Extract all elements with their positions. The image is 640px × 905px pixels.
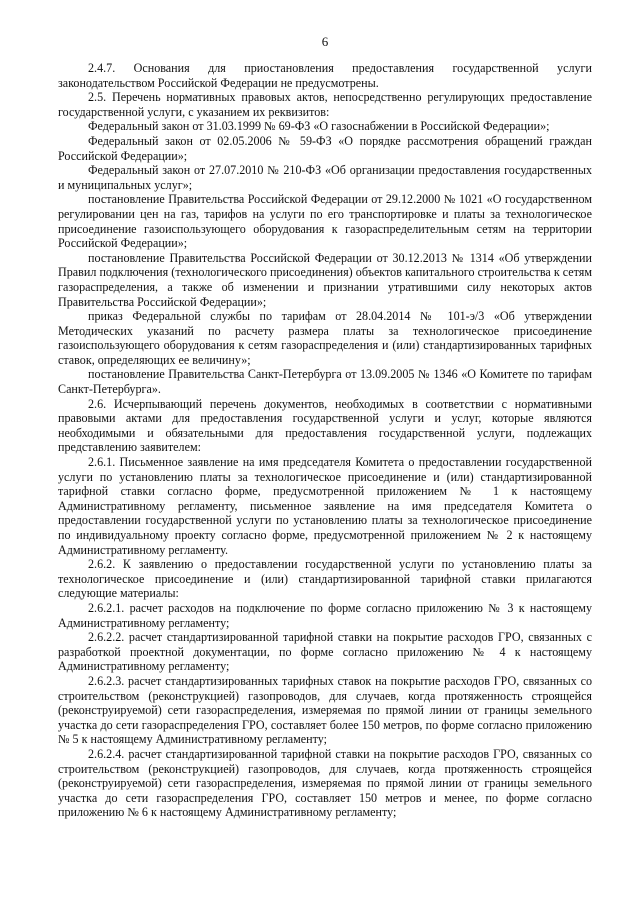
paragraph-2-4-7: 2.4.7. Основания для приостановления предоставления государственной услуги законодательством Российской Федерации не предусмотрены.	[58, 61, 592, 90]
paragraph-2-6-2-3: 2.6.2.3. расчет стандартизированных тарифных ставок на покрытие расходов ГРО, связанных со строительством (реконструкцией) газопроводов, для случаев, когда протяженность строящейся (реконструируемой) сети газораспределения, измеряемая по прямой линии от границы земельного участка до сети газораспределения ГРО, составляет более 150 метров, по форме согласно приложению № 5 к настоящему Административному регламенту;	[58, 673, 592, 747]
order-101: приказ Федеральной службы по тарифам от 28.04.2014 № 101-э/3 «Об утверждении Методических указаний по расчету размера платы за технологическое присоединение газоиспользующего оборудования к сетям газораспределения и (или) стандартизированных тарифных ставок, определяющих ее величину»;	[58, 309, 592, 367]
document-body	[58, 61, 592, 820]
paragraph-2-6-2-2: 2.6.2.2. расчет стандартизированной тарифной ставки на покрытие расходов ГРО, связанных с разработкой проектной документации, по форме согласно приложению № 4 к настоящему Административному регламенту;	[58, 630, 592, 674]
paragraph-2-6: 2.6. Исчерпывающий перечень документов, необходимых в соответствии с нормативными правовыми актами для предоставления государственной услуги и услуг, которые являются необходимыми и обязательными для предоставления государственной услуги, подлежащих представлению заявителем:	[58, 396, 592, 455]
resolution-1346: постановление Правительства Санкт-Петербурга от 13.09.2005 № 1346 «О Комитете по тарифам Санкт-Петербурга».	[58, 367, 592, 397]
law-210-fz: Федеральный закон от 27.07.2010 № 210-ФЗ «Об организации предоставления государственных и муниципальных услуг»;	[58, 163, 592, 192]
law-69-fz: Федеральный закон от 31.03.1999 № 69-ФЗ «О газоснабжении в Российской Федерации»;	[88, 119, 550, 134]
law-59-fz: Федеральный закон от 02.05.2006 № 59-ФЗ «О порядке рассмотрения обращений граждан Российской Федерации»;	[58, 133, 592, 163]
paragraph-2-6-2-1: 2.6.2.1. расчет расходов на подключение по форме согласно приложению № 3 к настоящему Административному регламенту;	[58, 600, 592, 630]
paragraph-2-6-2-4: 2.6.2.4. расчет стандартизированной тарифной ставки на покрытие расходов ГРО, связанных со строительством (реконструкцией) газопроводов, для случаев, когда протяженность строящейся (реконструируемой) сети газораспределения, измеряемая по прямой линии от границы земельного участка до сети газораспределения ГРО, составляет 150 метров и менее, по форме согласно приложению № 6 к настоящему Административному регламенту;	[58, 746, 592, 820]
resolution-1021: постановление Правительства Российской Федерации от 29.12.2000 № 1021 «О государственном регулировании цен на газ, тарифов на услуги по его транспортировке и платы за технологическое присоединение газоиспользующего оборудования к газораспределительным сетям на территории Российской Федерации»;	[58, 192, 592, 251]
paragraph-2-5: 2.5. Перечень нормативных правовых актов, непосредственно регулирующих предоставление государственной услуги, с указанием их реквизитов:	[58, 90, 592, 119]
paragraph-2-6-1: 2.6.1. Письменное заявление на имя председателя Комитета о предоставлении государственной услуги по установлению платы за технологическое присоединение и (или) стандартизированной тарифной ставки согласно форме, предусмотренной приложением № 1 к настоящему Административному регламенту, письменное заявление на имя председателя Комитета о предоставлении государственной услуги по установлению платы за технологическое присоединение по индивидуальному проекту согласно форме, предусмотренной приложением № 2 к настоящему Административному регламенту.	[58, 455, 592, 557]
page-number: 6	[321, 34, 329, 49]
paragraph-2-6-2: 2.6.2. К заявлению о предоставлении государственной услуги по установлению платы за технологическое присоединение и (или) стандартизированной тарифной ставки прилагаются следующие материалы:	[58, 557, 592, 601]
resolution-1314: постановление Правительства Российской Федерации от 30.12.2013 № 1314 «Об утверждении Правил подключения (технологического присоединения) объектов капитального строительства к сетям газораспределения, а также об изменении и признании утратившими силу некоторых актов Правительства Российской Федерации»;	[58, 250, 592, 309]
